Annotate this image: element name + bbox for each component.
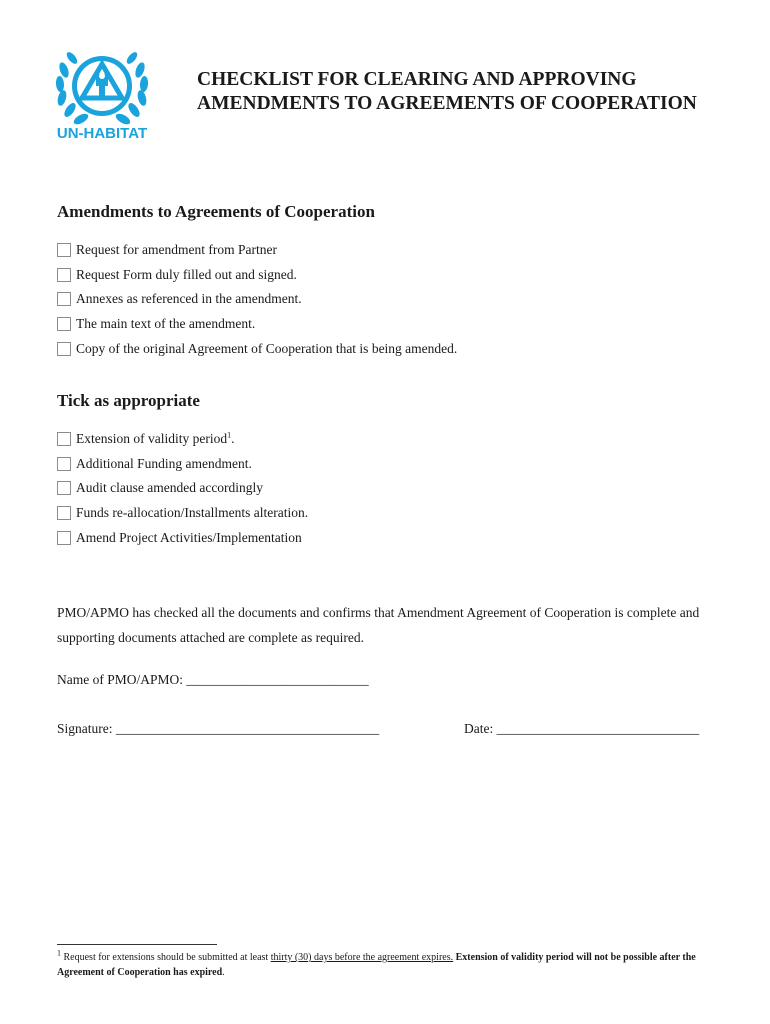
tick-checklist [57,427,308,550]
list-item [57,501,308,526]
footnote-bold: Extension of validity period will not be possible after the Agreement of Cooperation has expired [57,952,696,978]
checkbox[interactable] [57,292,71,306]
footnote-end: . [222,967,225,978]
logo-text: UN-HABITAT [56,125,148,142]
section-heading-amendments: Amendments to Agreements of Cooperation [57,202,375,221]
signature-field[interactable]: Signature: _______________________________________ [57,721,380,736]
checklist-label: Copy of the original Agreement of Cooperation that is being amended. [76,340,458,356]
label-suffix: . [231,431,235,447]
list-item [57,525,308,550]
checkbox[interactable] [57,243,71,257]
list-item [57,452,308,477]
list-item [57,238,457,263]
page-title: CHECKLIST FOR CLEARING AND APPROVING AMENDMENTS TO AGREEMENTS OF COOPERATION [197,69,697,114]
checkbox[interactable] [57,531,71,545]
checkbox[interactable] [57,457,71,471]
date-field[interactable]: Date: ______________________________ [464,721,700,736]
list-item [57,263,457,288]
footnote [57,950,717,980]
checklist-label [76,431,234,447]
checkbox[interactable] [57,506,71,520]
checkbox[interactable] [57,268,71,282]
un-habitat-logo [50,40,154,144]
amendments-checklist [57,238,457,361]
footnote-number: 1 [57,948,61,958]
footnote-divider [57,944,217,945]
confirmation-statement: PMO/APMO has checked all the documents and confirms that Amendment Agreement of Cooperation is complete and supporting documents attached are complete as required. [57,605,700,645]
list-item [57,476,308,501]
checkbox[interactable] [57,481,71,495]
checklist-label: Audit clause amended accordingly [76,480,264,496]
checklist-label: Additional Funding amendment. [76,455,252,471]
checklist-label: Funds re-allocation/Installments alteration. [76,505,309,521]
checklist-label: Annexes as referenced in the amendment. [76,291,302,307]
checkbox[interactable] [57,317,71,331]
name-field[interactable]: Name of PMO/APMO: ___________________________ [57,672,369,687]
list-item [57,287,457,312]
list-item [57,427,308,452]
section-heading-tick: Tick as appropriate [57,391,200,410]
footnote-underlined: thirty (30) days before the agreement expires. [270,952,454,963]
checkbox[interactable] [57,432,71,446]
checkbox[interactable] [57,342,71,356]
checklist-label: Request Form duly filled out and signed. [76,266,297,282]
checklist-label: Amend Project Activities/Implementation [76,529,302,545]
checklist-label: The main text of the amendment. [76,316,256,332]
un-emblem-icon [50,40,154,130]
checklist-label: Request for amendment from Partner [76,242,277,258]
list-item [57,336,457,361]
checklist-label-text: Extension of validity period [76,431,228,447]
footnote-lead: Request for extensions should be submitted at least [61,952,271,963]
list-item [57,312,457,337]
footnote-ref[interactable]: 1 [227,430,232,440]
